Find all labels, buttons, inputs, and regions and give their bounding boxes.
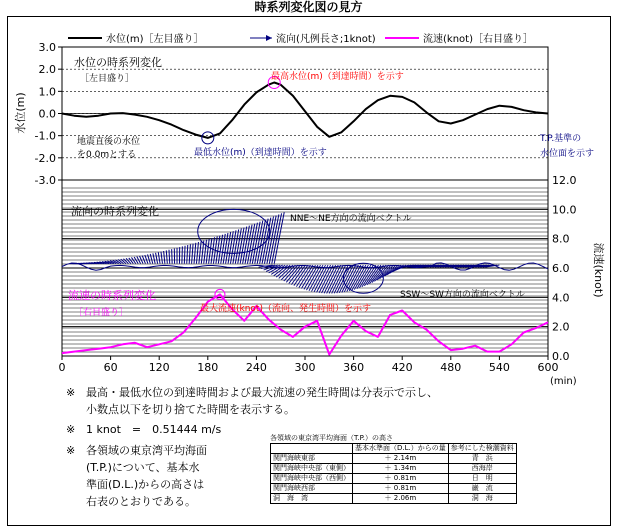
height-table-header [271, 444, 353, 454]
note-line [66, 443, 207, 459]
nne-flow-vector [150, 254, 153, 264]
left-tick-label: 0.0 [38, 107, 56, 121]
right-tick-label: 2.0 [552, 320, 570, 334]
nne-flow-vector [267, 215, 276, 263]
nne-flow-vector [164, 251, 165, 264]
nne-flow-vector [230, 230, 236, 263]
height-table-row [271, 484, 517, 494]
note-marker: ※ [66, 423, 76, 436]
x-tick-label: 540 [488, 361, 510, 374]
legend-label: 流向(凡例長さ;1knot) [276, 34, 376, 45]
water-level-line [62, 83, 548, 138]
height-table-header: 基本水準面（D.L.）からの量 [353, 444, 449, 454]
height-table-cell: 巌 流 [448, 484, 516, 494]
note-line [66, 477, 204, 493]
height-table-cell: ＋ 2.14m [353, 454, 449, 464]
nne-flow-vector [156, 253, 158, 264]
x-tick-label: 180 [197, 361, 219, 374]
note-line [66, 385, 438, 401]
height-table-row [271, 454, 517, 464]
direction-section-label: 流向の時系列変化 [71, 205, 159, 218]
left-tick-label: -3.0 [34, 174, 56, 187]
nne-flow-vector [166, 250, 167, 263]
height-table-header: 参考にした検潮資料 [448, 444, 516, 454]
nne-vector-annotation: NNE～NE方向の流向ベクトル [290, 214, 412, 224]
left-tick-label: -2.0 [34, 151, 56, 165]
x-tick-label: 480 [440, 361, 462, 374]
height-table [270, 433, 517, 504]
height-table-cell: 関門海峡西部 [271, 484, 353, 494]
nne-flow-vector [184, 246, 185, 264]
height-table-row [271, 494, 517, 504]
height-table-cell: 関門海峡中央部（西側） [271, 474, 353, 484]
height-table-cell: 関門海峡東部 [271, 454, 353, 464]
height-table-cell: 西海岸 [448, 464, 516, 474]
nne-flow-vector [194, 243, 196, 264]
right-tick-label: 6.0 [552, 262, 570, 275]
right-tick-label: 12.0 [552, 174, 577, 187]
height-table-title: 各領域の東京湾平均海面（T.P.）の高さ [270, 434, 394, 442]
ssw-vector-annotation: SSW～SW方向の流向ベクトル [400, 290, 525, 300]
nne-flow-vector [158, 252, 160, 263]
min-water-level-annotation: 最低水位(m)（到達時間）を示す [194, 148, 327, 158]
nne-flow-vector [182, 246, 183, 263]
note-marker: ※ [66, 386, 76, 399]
nne-flow-vector [223, 233, 228, 264]
nne-flow-vector [189, 244, 190, 263]
x-tick-label: 360 [343, 361, 365, 374]
x-tick-label: 0 [58, 361, 66, 374]
tp-note-line2: 水位面を示す [540, 149, 595, 159]
height-table-row [271, 474, 517, 484]
legend-arrow-head [266, 35, 272, 41]
nne-flow-vector [172, 249, 173, 263]
right-axis-title: 流速(knot) [592, 242, 605, 298]
note-line [66, 422, 221, 438]
right-tick-label: 10.0 [552, 203, 577, 217]
nne-flow-vector [161, 252, 163, 264]
legend-label: 流速(knot)［右目盛り］ [423, 34, 533, 45]
height-table-cell: ＋ 2.06m [353, 494, 449, 504]
right-tick-label: 4.0 [552, 291, 570, 305]
height-table-cell: ＋ 0.81m [353, 474, 449, 484]
left-tick-label: 2.0 [38, 63, 56, 77]
height-table-cell: 洞 海 湾 [271, 494, 353, 504]
nne-flow-vector [153, 253, 155, 263]
right-tick-label: 0.0 [552, 350, 570, 363]
height-table-row [271, 464, 517, 474]
zero-level-note-line2: を0.0mとする [77, 150, 137, 160]
right-tick-label: 8.0 [552, 232, 570, 246]
note-line [66, 402, 295, 418]
x-tick-label: 240 [245, 361, 267, 374]
left-tick-label: -1.0 [34, 129, 56, 143]
note-text: 最高・最低水位の到達時間および最大流速の発生時間は分表示で示し、 [86, 386, 438, 399]
x-tick-label: 300 [294, 361, 316, 374]
max-speed-annotation: 最大流速(knot)（流向、発生時間）を示す [200, 304, 371, 314]
height-table-cell: 関門海峡中央部（東側） [271, 464, 353, 474]
left-tick-label: 1.0 [38, 85, 56, 99]
height-table-cell: 青 浜 [448, 454, 516, 464]
height-table-cell: ＋ 1.34m [353, 464, 449, 474]
note-marker: ※ [66, 444, 76, 457]
x-tick-label: 60 [103, 361, 118, 374]
page-title: 時系列変化図の見方 [254, 0, 363, 14]
speed-section-label: 流速の時系列変化 [68, 289, 156, 302]
height-table-cell: 日 明 [448, 474, 516, 484]
x-tick-label: 120 [148, 361, 170, 374]
note-line [66, 494, 196, 510]
note-text: 右表のとおりである。 [86, 495, 196, 508]
zero-level-note-line1: 地震直後の水位 [77, 137, 141, 147]
note-text: 1 knot = 0.51444 m/s [86, 423, 222, 436]
x-tick-label: 600 [537, 361, 559, 374]
note-text: 小数点以下を切り捨てた時間を表示する。 [86, 403, 295, 416]
nne-flow-vector [196, 242, 198, 264]
note-text: 準面(D.L.)からの高さは [86, 478, 205, 491]
water-level-section-sublabel: ［左目盛り］ [80, 74, 135, 84]
note-line [66, 460, 199, 476]
x-tick-label: 420 [391, 361, 413, 374]
tp-note-line1: T.P.基準の [540, 134, 582, 144]
nne-flow-vector [192, 244, 194, 264]
legend-label: 水位(m)［左目盛り］ [106, 34, 204, 45]
water-level-section-label: 水位の時系列変化 [74, 56, 162, 69]
height-table-cell: 洞 海 [448, 494, 516, 504]
max-water-level-annotation: 最高水位(m)（到達時間）を示す [271, 72, 404, 82]
height-table-cell: ＋ 0.81m [353, 484, 449, 494]
note-text: (T.P.)について、基本水 [86, 461, 200, 474]
nne-flow-vector [199, 241, 201, 263]
left-tick-label: 3.0 [38, 41, 56, 54]
note-text: 各領域の東京湾平均海面 [86, 444, 207, 457]
left-axis-title: 水位(m) [14, 92, 27, 134]
speed-section-sublabel: ［右目盛り］ [74, 308, 129, 318]
x-axis-unit: (min) [550, 376, 577, 387]
